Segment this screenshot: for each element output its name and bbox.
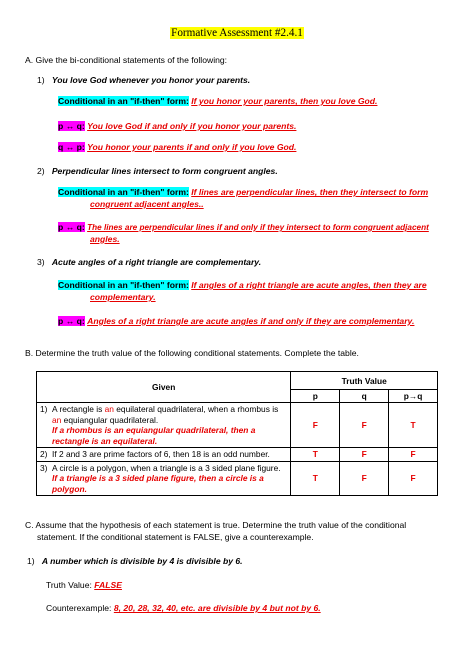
row-1-pq: T xyxy=(389,403,438,448)
row-2-q: F xyxy=(340,448,389,462)
part-c-instruction: C. Assume that the hypothesis of each statement is true. Determine the truth value of the conditional xyxy=(25,520,407,530)
header-q: q xyxy=(340,390,389,403)
item-2-pq-cont: angles. xyxy=(90,234,120,244)
item-2-conditional: Conditional in an "if-then" form: If lines are perpendicular lines, then they intersect to form xyxy=(58,187,429,197)
item-3-statement: 3) Acute angles of a right triangle are complementary. xyxy=(37,257,262,267)
truth-value-line: Truth Value: FALSE xyxy=(46,580,122,590)
item-2-conditional-cont: congruent adjacent angles.. xyxy=(90,199,204,209)
item-3-conditional-cont: complementary. xyxy=(90,292,156,302)
header-p: p xyxy=(291,390,340,403)
page-title: Formative Assessment #2.4.1 xyxy=(171,27,303,39)
part-c-item-1: 1) A number which is divisible by 4 is divisible by 6. xyxy=(27,556,243,566)
table-row: 2) If 2 and 3 are prime factors of 6, then 18 is an odd number. T F F xyxy=(37,448,438,462)
part-a-instruction: A. Give the bi-conditional statements of the following: xyxy=(25,55,228,65)
part-b-instruction: B. Determine the truth value of the following conditional statements. Complete the table. xyxy=(25,348,359,358)
table-row: 3) A circle is a polygon, when a triangle is a 3 sided plane figure. If a triangle is a 3 sided plane figure, then a circle is a polygon. T F F xyxy=(37,461,438,496)
item-2-statement: 2) Perpendicular lines intersect to form congruent angles. xyxy=(37,166,278,176)
row-1-q: F xyxy=(340,403,389,448)
row-3-q: F xyxy=(340,461,389,496)
item-3-pq: p ↔ q: Angles of a right triangle are acute angles if and only if they are complementary. xyxy=(58,316,415,326)
item-3-conditional: Conditional in an "if-then" form: If angles of a right triangle are acute angles, then they are xyxy=(58,280,427,290)
item-1-statement: 1) You love God whenever you honor your parents. xyxy=(37,75,251,85)
row-3-pq: F xyxy=(389,461,438,496)
header-given: Given xyxy=(37,372,291,403)
header-p-implies-q: p→q xyxy=(389,390,438,403)
counterexample-line: Counterexample: 8, 20, 28, 32, 40, etc. are divisible by 4 but not by 6. xyxy=(46,603,321,613)
part-c-instruction-cont: statement. If the conditional statement is FALSE, give a counterexample. xyxy=(37,532,314,542)
item-2-pq: p ↔ q: The lines are perpendicular lines if and only if they intersect to form congruent adjacent xyxy=(58,222,429,232)
row-2-p: T xyxy=(291,448,340,462)
table-row: 1) A rectangle is an equilateral quadrilateral, when a rhombus is an equiangular quadrilateral. If a rhombus is an equiangular quadrilateral, then a rectangle is an equilateral. F F T xyxy=(37,403,438,448)
item-1-pq: p ↔ q: You love God if and only if you honor your parents. xyxy=(58,121,297,131)
row-3-p: T xyxy=(291,461,340,496)
item-1-qp: q ↔ p: You honor your parents if and only if you love God. xyxy=(58,142,297,152)
header-truth-value: Truth Value xyxy=(291,372,438,390)
item-1-conditional: Conditional in an "if-then" form: If you honor your parents, then you love God. xyxy=(58,96,378,106)
row-1-p: F xyxy=(291,403,340,448)
row-2-pq: F xyxy=(389,448,438,462)
truth-value-table xyxy=(36,371,438,496)
